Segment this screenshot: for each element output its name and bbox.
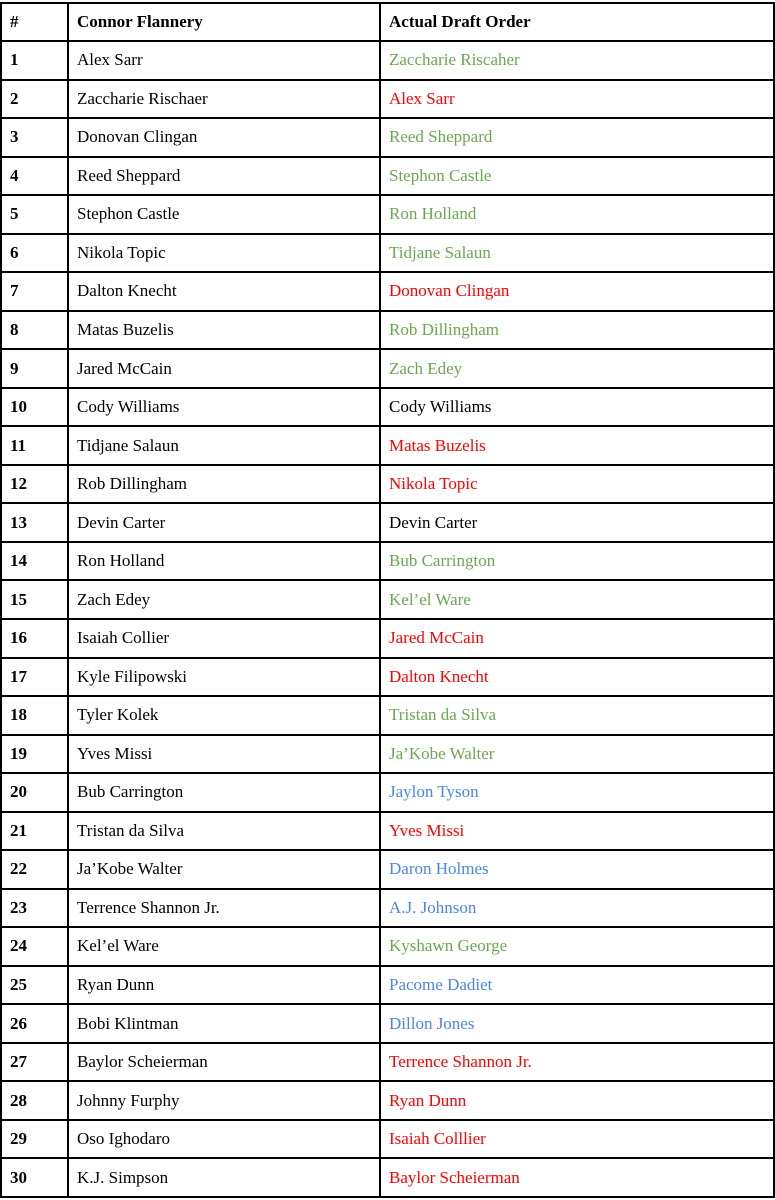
table-row xyxy=(1,658,774,697)
actual-player-cell: Stephon Castle xyxy=(380,157,774,196)
table-row xyxy=(1,542,774,581)
predicted-player-cell: Zach Edey xyxy=(68,580,380,619)
pick-number-cell: 18 xyxy=(1,696,68,735)
draft-comparison-table xyxy=(0,2,775,1198)
predicted-player-cell: Donovan Clingan xyxy=(68,118,380,157)
predicted-player-cell: Isaiah Collier xyxy=(68,619,380,658)
table-row xyxy=(1,966,774,1005)
predicted-player-cell: Ja’Kobe Walter xyxy=(68,850,380,889)
pick-number-cell: 4 xyxy=(1,157,68,196)
predicted-player-cell: Zaccharie Rischaer xyxy=(68,80,380,119)
actual-player-cell: Isaiah Colllier xyxy=(380,1120,774,1159)
predicted-player-cell: K.J. Simpson xyxy=(68,1158,380,1197)
actual-player-cell: Terrence Shannon Jr. xyxy=(380,1043,774,1082)
predicted-player-cell: Alex Sarr xyxy=(68,41,380,80)
table-row xyxy=(1,580,774,619)
predicted-player-cell: Nikola Topic xyxy=(68,234,380,273)
pick-number-cell: 9 xyxy=(1,349,68,388)
actual-player-cell: Dalton Knecht xyxy=(380,658,774,697)
actual-player-cell: A.J. Johnson xyxy=(380,889,774,928)
actual-player-cell: Dillon Jones xyxy=(380,1004,774,1043)
table-row xyxy=(1,388,774,427)
actual-player-cell: Tristan da Silva xyxy=(380,696,774,735)
predicted-player-cell: Tristan da Silva xyxy=(68,812,380,851)
table-row xyxy=(1,773,774,812)
table-row xyxy=(1,157,774,196)
pick-number-cell: 11 xyxy=(1,426,68,465)
table-row xyxy=(1,1043,774,1082)
actual-player-cell: Matas Buzelis xyxy=(380,426,774,465)
pick-number-cell: 26 xyxy=(1,1004,68,1043)
actual-player-cell: Tidjane Salaun xyxy=(380,234,774,273)
pick-number-cell: 6 xyxy=(1,234,68,273)
pick-number-cell: 24 xyxy=(1,927,68,966)
actual-player-cell: Ryan Dunn xyxy=(380,1081,774,1120)
predicted-player-cell: Oso Ighodaro xyxy=(68,1120,380,1159)
table-row xyxy=(1,41,774,80)
table-row xyxy=(1,272,774,311)
pick-number-cell: 7 xyxy=(1,272,68,311)
pick-number-cell: 1 xyxy=(1,41,68,80)
predicted-player-cell: Bub Carrington xyxy=(68,773,380,812)
predicted-player-cell: Yves Missi xyxy=(68,735,380,774)
predicted-player-cell: Rob Dillingham xyxy=(68,465,380,504)
header-actual: Actual Draft Order xyxy=(380,3,774,41)
actual-player-cell: Kel’el Ware xyxy=(380,580,774,619)
table-row xyxy=(1,426,774,465)
table-row xyxy=(1,1004,774,1043)
table-row xyxy=(1,349,774,388)
predicted-player-cell: Kel’el Ware xyxy=(68,927,380,966)
pick-number-cell: 20 xyxy=(1,773,68,812)
pick-number-cell: 27 xyxy=(1,1043,68,1082)
table-row xyxy=(1,195,774,234)
table-row xyxy=(1,927,774,966)
actual-player-cell: Zach Edey xyxy=(380,349,774,388)
table-row xyxy=(1,80,774,119)
pick-number-cell: 2 xyxy=(1,80,68,119)
actual-player-cell: Rob Dillingham xyxy=(380,311,774,350)
table-row xyxy=(1,696,774,735)
pick-number-cell: 3 xyxy=(1,118,68,157)
actual-player-cell: Kyshawn George xyxy=(380,927,774,966)
actual-player-cell: Alex Sarr xyxy=(380,80,774,119)
pick-number-cell: 10 xyxy=(1,388,68,427)
predicted-player-cell: Tidjane Salaun xyxy=(68,426,380,465)
actual-player-cell: Ron Holland xyxy=(380,195,774,234)
predicted-player-cell: Johnny Furphy xyxy=(68,1081,380,1120)
header-row xyxy=(1,3,774,41)
pick-number-cell: 25 xyxy=(1,966,68,1005)
table-row xyxy=(1,118,774,157)
actual-player-cell: Pacome Dadiet xyxy=(380,966,774,1005)
pick-number-cell: 14 xyxy=(1,542,68,581)
table-row xyxy=(1,619,774,658)
pick-number-cell: 16 xyxy=(1,619,68,658)
predicted-player-cell: Ryan Dunn xyxy=(68,966,380,1005)
table-row xyxy=(1,1081,774,1120)
pick-number-cell: 22 xyxy=(1,850,68,889)
predicted-player-cell: Bobi Klintman xyxy=(68,1004,380,1043)
pick-number-cell: 19 xyxy=(1,735,68,774)
actual-player-cell: Cody Williams xyxy=(380,388,774,427)
actual-player-cell: Nikola Topic xyxy=(380,465,774,504)
actual-player-cell: Bub Carrington xyxy=(380,542,774,581)
table-row xyxy=(1,1158,774,1197)
actual-player-cell: Baylor Scheierman xyxy=(380,1158,774,1197)
predicted-player-cell: Cody Williams xyxy=(68,388,380,427)
table-row xyxy=(1,465,774,504)
actual-player-cell: Ja’Kobe Walter xyxy=(380,735,774,774)
predicted-player-cell: Kyle Filipowski xyxy=(68,658,380,697)
predicted-player-cell: Stephon Castle xyxy=(68,195,380,234)
predicted-player-cell: Baylor Scheierman xyxy=(68,1043,380,1082)
header-predicted: Connor Flannery xyxy=(68,3,380,41)
table-row xyxy=(1,311,774,350)
table-row xyxy=(1,503,774,542)
table-row xyxy=(1,234,774,273)
actual-player-cell: Yves Missi xyxy=(380,812,774,851)
pick-number-cell: 12 xyxy=(1,465,68,504)
predicted-player-cell: Jared McCain xyxy=(68,349,380,388)
pick-number-cell: 15 xyxy=(1,580,68,619)
pick-number-cell: 23 xyxy=(1,889,68,928)
actual-player-cell: Devin Carter xyxy=(380,503,774,542)
actual-player-cell: Donovan Clingan xyxy=(380,272,774,311)
pick-number-cell: 17 xyxy=(1,658,68,697)
actual-player-cell: Reed Sheppard xyxy=(380,118,774,157)
table-row xyxy=(1,889,774,928)
table-row xyxy=(1,850,774,889)
predicted-player-cell: Ron Holland xyxy=(68,542,380,581)
pick-number-cell: 30 xyxy=(1,1158,68,1197)
pick-number-cell: 8 xyxy=(1,311,68,350)
table-row xyxy=(1,812,774,851)
pick-number-cell: 29 xyxy=(1,1120,68,1159)
predicted-player-cell: Matas Buzelis xyxy=(68,311,380,350)
predicted-player-cell: Terrence Shannon Jr. xyxy=(68,889,380,928)
actual-player-cell: Daron Holmes xyxy=(380,850,774,889)
predicted-player-cell: Tyler Kolek xyxy=(68,696,380,735)
actual-player-cell: Zaccharie Riscaher xyxy=(380,41,774,80)
predicted-player-cell: Dalton Knecht xyxy=(68,272,380,311)
pick-number-cell: 21 xyxy=(1,812,68,851)
predicted-player-cell: Reed Sheppard xyxy=(68,157,380,196)
table-row xyxy=(1,735,774,774)
actual-player-cell: Jared McCain xyxy=(380,619,774,658)
table-row xyxy=(1,1120,774,1159)
actual-player-cell: Jaylon Tyson xyxy=(380,773,774,812)
pick-number-cell: 5 xyxy=(1,195,68,234)
pick-number-cell: 13 xyxy=(1,503,68,542)
predicted-player-cell: Devin Carter xyxy=(68,503,380,542)
pick-number-cell: 28 xyxy=(1,1081,68,1120)
header-number: # xyxy=(1,3,68,41)
